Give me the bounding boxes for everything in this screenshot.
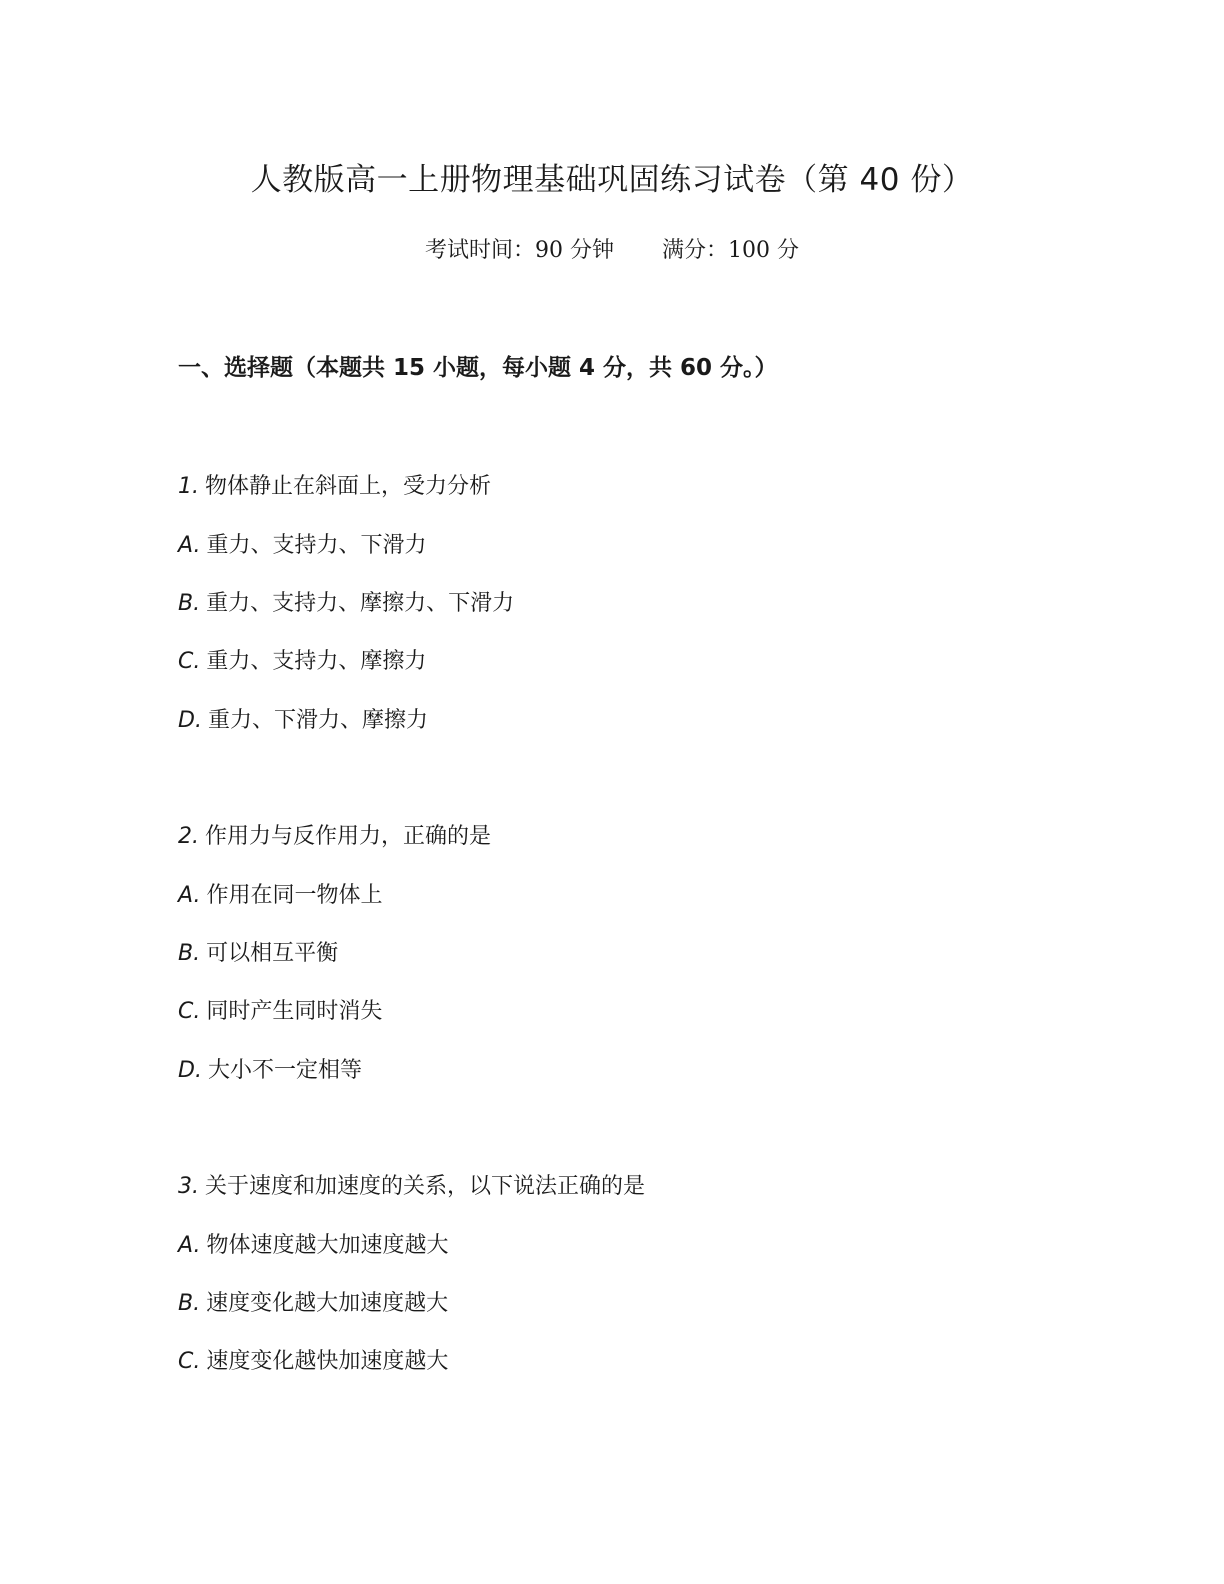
exam-meta [0,234,1224,268]
option-label: C. [178,999,201,1024]
option-text: 重力、支持力、摩擦力、下滑力 [206,591,515,616]
exam-time: 考试时间：90 分钟 [425,238,614,263]
option-text: 作用在同一物体上 [206,883,383,908]
question-2-option-b [178,937,338,971]
question-1-stem [178,470,491,504]
question-3-option-a [178,1229,448,1263]
question-2-option-a [178,879,382,913]
option-label: B. [178,591,201,616]
option-label: C. [178,1349,201,1374]
question-2-option-c [178,995,382,1029]
option-label: A. [178,1233,201,1258]
option-label: B. [178,941,201,966]
question-2-option-d [178,1054,362,1088]
question-3-option-c [178,1345,448,1379]
question-1-option-b [178,587,514,621]
option-label: C. [178,649,201,674]
option-text: 大小不一定相等 [207,1058,362,1083]
question-text: 作用力与反作用力，正确的是 [205,824,492,849]
option-label: A. [178,533,201,558]
option-label: B. [178,1291,201,1316]
question-number: 1. [178,474,199,499]
question-1-option-d [178,704,428,738]
option-text: 可以相互平衡 [206,941,339,966]
question-number: 3. [178,1174,199,1199]
section-heading: 一、选择题（本题共 15 小题，每小题 4 分，共 60 分。） [178,355,778,381]
question-text: 关于速度和加速度的关系，以下说法正确的是 [205,1174,646,1199]
question-3-option-b [178,1287,448,1321]
option-text: 同时产生同时消失 [206,999,383,1024]
question-2-stem [178,820,491,854]
question-1-option-a [178,529,426,563]
option-label: D. [178,1058,202,1083]
option-text: 重力、下滑力、摩擦力 [207,708,428,733]
question-1-option-c [178,645,426,679]
option-label: A. [178,883,201,908]
question-3-stem [178,1170,645,1204]
page-title: 人教版高一上册物理基础巩固练习试卷（第 40 份） [250,162,974,198]
option-text: 速度变化越大加速度越大 [206,1291,449,1316]
option-text: 重力、支持力、摩擦力 [206,649,427,674]
option-text: 速度变化越快加速度越大 [206,1349,449,1374]
option-label: D. [178,708,202,733]
option-text: 物体速度越大加速度越大 [206,1233,449,1258]
exam-score: 满分：100 分 [662,238,799,263]
question-number: 2. [178,824,199,849]
option-text: 重力、支持力、下滑力 [206,533,427,558]
question-text: 物体静止在斜面上，受力分析 [205,474,492,499]
